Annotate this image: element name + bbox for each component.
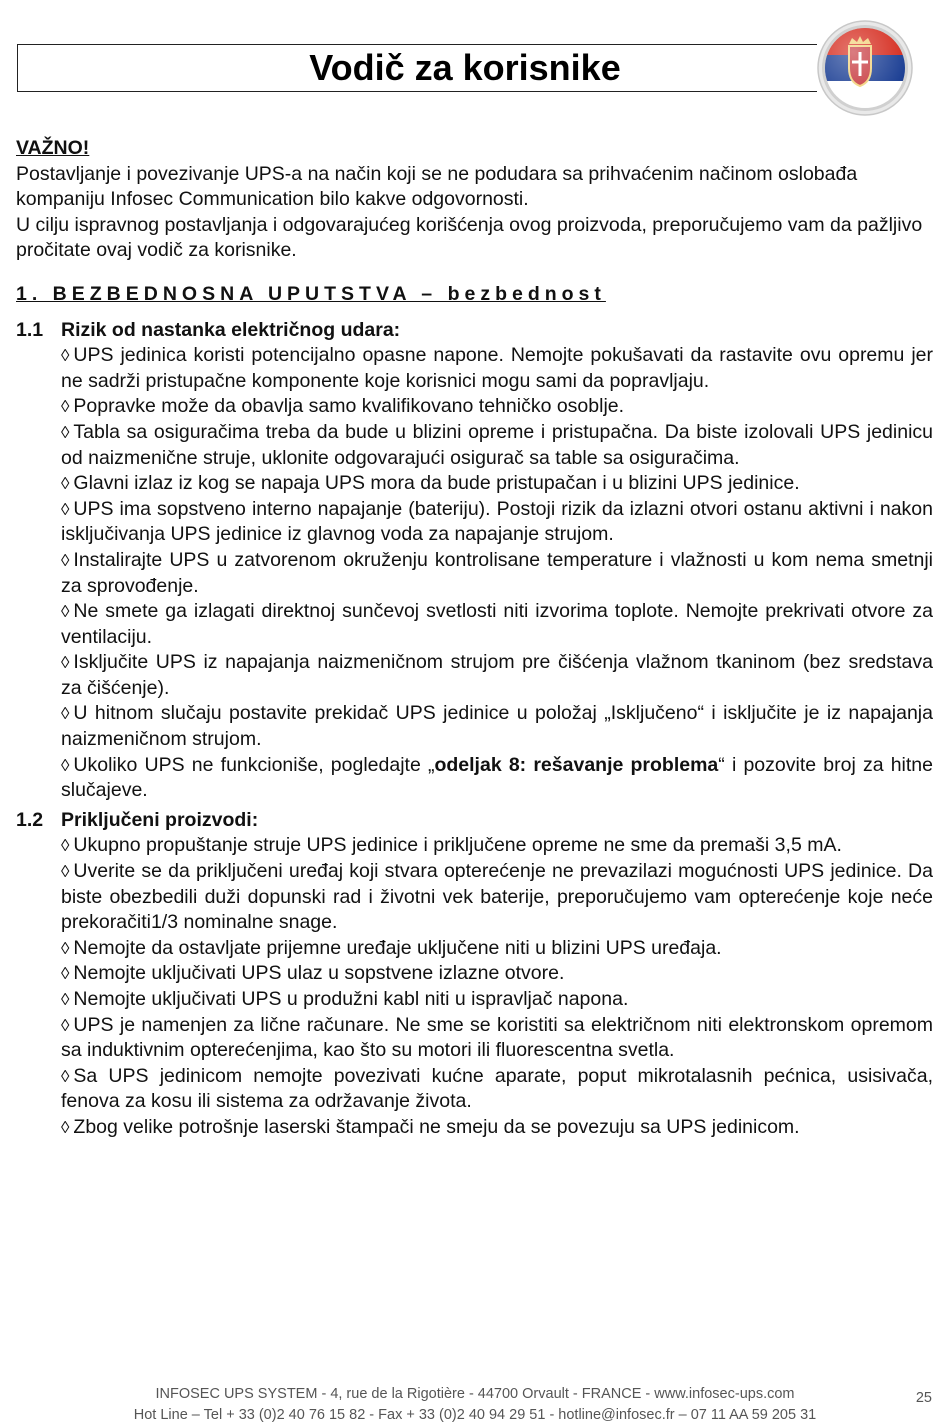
list-item <box>61 420 933 471</box>
diamond-bullet-icon: ◊ <box>61 397 70 417</box>
section-1-heading: 1. BEZBEDNOSNA UPUTSTVA – bezbednost <box>16 282 606 305</box>
list-item-text: Ne smete ga izlagati direktnoj sunčevoj svetlosti niti izvorima toplote. Nemojte prekrivati otvore za ventilaciju. <box>61 600 933 648</box>
diamond-bullet-icon: ◊ <box>61 964 70 984</box>
list-item-text: Popravke može da obavlja samo kvalifikovano tehničko osoblje. <box>73 395 625 418</box>
list-item-text: Isključite UPS iz napajanja naizmeničnom strujom pre čišćenja vlažnom tkaninom (bez sredstava za čišćenje). <box>61 651 933 699</box>
diamond-bullet-icon: ◊ <box>61 1015 70 1035</box>
list-item-text: Nemojte uključivati UPS u produžni kabl niti u ispravljač napona. <box>73 988 629 1010</box>
list-item <box>61 859 933 936</box>
list-item-text: Tabla sa osiguračima treba da bude u blizini opreme i pristupačna. Da biste izolovali UPS jedinicu od naizmenične struje, uklonite odgovarajući osigurač sa table sa osiguračima. <box>61 420 933 469</box>
list-item <box>61 1064 933 1115</box>
section-1-2-number: 1.2 <box>16 808 44 831</box>
footer-contact: Hot Line – Tel + 33 (0)2 40 76 15 82 - Fax + 33 (0)2 40 94 29 51 - hotline@infosec.fr – 07 11 AA 59 205 31 <box>133 1407 817 1423</box>
list-item <box>61 936 933 962</box>
list-item-text-after: “ i pozovite broj za hitne slučajeve. <box>61 753 933 802</box>
section-1-1-title: Rizik od nastanka električnog udara: <box>61 318 401 341</box>
list-item-text: U hitnom slučaju postavite prekidač UPS jedinice u položaj „Isključeno“ i isključite je iz napajanja naizmeničnom strujom. <box>61 702 933 751</box>
list-item <box>61 1115 933 1141</box>
list-item-text: UPS je namenjen za lične računare. Ne sme se koristiti sa električnom niti elektronskom opremom sa induktivnim opterećenjima, kao što su motori ili fluorescentna svetla. <box>61 1013 933 1062</box>
diamond-bullet-icon: ◊ <box>61 550 70 570</box>
diamond-bullet-icon: ◊ <box>61 602 70 622</box>
section-1-2-list <box>16 833 933 1140</box>
diamond-bullet-icon: ◊ <box>61 990 70 1009</box>
list-item-text-before: Ukoliko UPS ne funkcioniše, pogledajte „ <box>73 753 435 776</box>
diamond-bullet-icon: ◊ <box>61 704 70 724</box>
diamond-bullet-icon: ◊ <box>61 422 70 442</box>
content <box>16 136 933 1141</box>
page-title: Vodič za korisnike <box>309 47 621 88</box>
diamond-bullet-icon: ◊ <box>61 1066 70 1086</box>
troubleshooting-reference: odeljak 8: rešavanje problema <box>434 753 719 776</box>
list-item-text: Ukupno propuštanje struje UPS jedinice i priključene opreme ne sme da premaši 3,5 mA. <box>73 834 842 857</box>
list-item <box>61 987 933 1013</box>
list-item <box>61 343 933 394</box>
diamond-bullet-icon: ◊ <box>61 836 70 856</box>
list-item <box>61 1013 933 1064</box>
section-1-2-heading <box>16 808 933 834</box>
list-item <box>61 497 933 548</box>
list-item-text: Instalirajte UPS u zatvorenom okruženju kontrolisane temperature i vlažnosti u kom nema smetnji za sprovođenje. <box>61 548 933 597</box>
list-item-text: Nemojte da ostavljate prijemne uređaje uključene niti u blizini UPS uređaja. <box>73 936 722 959</box>
list-item <box>61 701 933 752</box>
important-paragraph-2: U cilju ispravnog postavljanja i odgovarajućeg korišćenja ovog proizvoda, preporučujemo vam da pažljivo pročitate ovaj vodič za korisnike. <box>16 213 923 262</box>
list-item <box>61 599 933 650</box>
diamond-bullet-icon: ◊ <box>61 1117 70 1137</box>
list-item <box>61 753 933 804</box>
list-item <box>61 548 933 599</box>
diamond-bullet-icon: ◊ <box>61 862 70 882</box>
list-item <box>61 394 933 420</box>
list-item-text: Sa UPS jedinicom nemojte povezivati kućne aparate, poput mikrotalasnih pećnica, usisivača, fenova za kosu ili sistema za održavanje života. <box>61 1064 933 1113</box>
list-item-text: Uverite se da priključeni uređaj koji stvara opterećenje ne prevazilazi mogućnosti UPS jedinice. Da biste obezbedili duži dopunski rad i životni vek baterije, preporučujemo vam opterećenje koje neće prekoračiti1/3 nominalne snage. <box>61 860 933 934</box>
list-item-text: Glavni izlaz iz kog se napaja UPS mora da bude pristupačan i u blizini UPS jedinice. <box>73 472 800 495</box>
list-item-text: Nemojte uključivati UPS ulaz u sopstvene izlazne otvore. <box>73 962 565 985</box>
list-item <box>61 471 933 497</box>
list-item-text: UPS ima sopstveno interno napajanje (bateriju). Postoji rizik da izlazni otvori ostanu aktivni i nakon isključivanja UPS jedinice iz glavnog voda za napajanje strujom. <box>61 497 933 546</box>
diamond-bullet-icon: ◊ <box>61 474 70 494</box>
diamond-bullet-icon: ◊ <box>61 499 70 519</box>
list-item-text: Zbog velike potrošnje laserski štampači ne smeju da se povezuju sa UPS jedinicom. <box>73 1115 800 1138</box>
diamond-bullet-icon: ◊ <box>61 755 70 775</box>
list-item <box>61 961 933 987</box>
section-1-1-list <box>16 343 933 804</box>
serbian-flag-emblem <box>815 18 915 118</box>
section-1-1-number: 1.1 <box>16 318 44 341</box>
diamond-bullet-icon: ◊ <box>61 938 70 958</box>
list-item <box>61 833 933 859</box>
section-1-2-title: Priključeni proizvodi: <box>61 808 259 831</box>
diamond-bullet-icon: ◊ <box>61 653 70 673</box>
important-label: VAŽNO! <box>16 137 90 159</box>
footer-address: INFOSEC UPS SYSTEM - 4, rue de la Rigotière - 44700 Orvault - FRANCE - www.infosec-ups.com <box>155 1386 795 1402</box>
important-paragraph-1: Postavljanje i povezivanje UPS-a na način koji se ne podudara sa prihvaćenim načinom oslobađa kompaniju Infosec Communication bilo kakve odgovornosti. <box>16 162 858 211</box>
list-item <box>61 650 933 701</box>
diamond-bullet-icon: ◊ <box>61 346 70 366</box>
page-number: 25 <box>915 1390 932 1406</box>
section-1-1-heading <box>16 318 933 344</box>
list-item-text: UPS jedinica koristi potencijalno opasne napone. Nemojte pokušavati da rastavite ovu opremu jer ne sadrži pristupačne komponente koje korisnici mogu sami da popravljaju. <box>61 344 933 392</box>
